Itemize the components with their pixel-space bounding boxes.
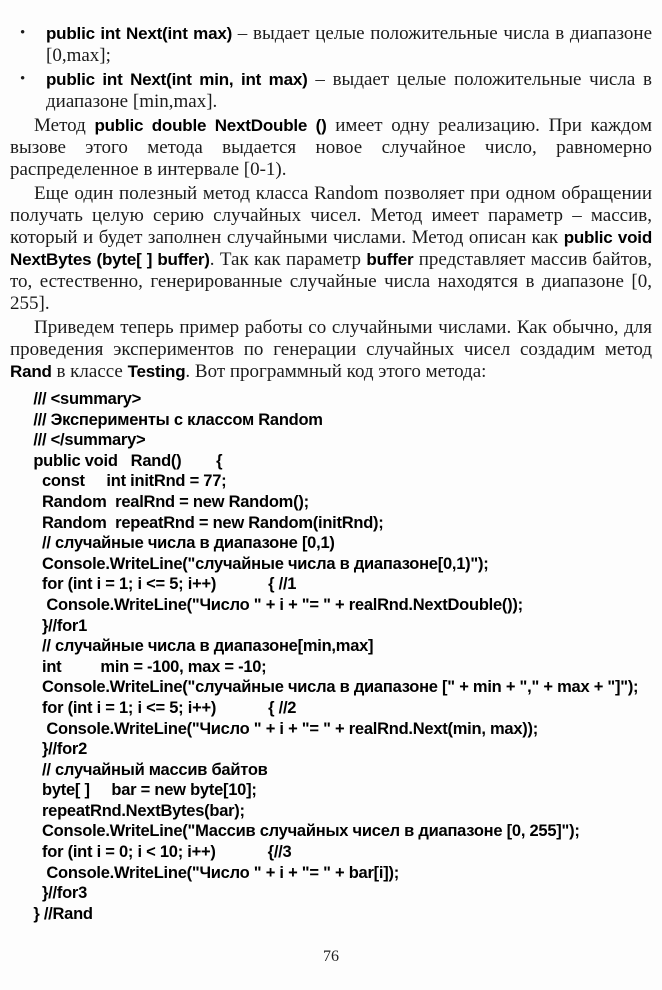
text-run: представляет массив байтов, то, естественно, генерированные случайные числа находятся в диапазоне [0, 255]. [10,249,652,314]
code-line: int min = -100, max = -10; [29,657,267,676]
code-line: for (int i = 1; i <= 5; i++) { //2 [29,698,297,717]
list-item-next-max [10,23,652,67]
code-line: byte[ ] bar = new byte[10]; [29,781,257,800]
text-run: имеет одну реализацию. При каждом вызове этого метода выдается новое случайное число, равномерно распределенное в интервале [0-1). [10,115,652,180]
code-line: Random repeatRnd = new Random(initRnd); [29,513,384,532]
text-run: в классе [51,361,128,382]
code-line: const int initRnd = 77; [29,472,227,491]
code-line: Random realRnd = new Random(); [29,492,309,511]
list-item-next-min-max [10,69,652,113]
text-run: – выдает целые положительные числа в диапазоне [min,max]. [46,69,652,112]
text-run: . Вот программный код этого метода: [185,361,487,382]
code-line: }//for1 [29,616,88,635]
code-line: Console.WriteLine("случайные числа в диапазоне [" + min + "," + max + "]"); [29,678,639,697]
paragraph-example-intro [10,317,652,383]
text-run: Еще один полезный метод класса Random позволяет при одном обращении получать целую серию случайных чисел. Метод имеет параметр – массив, который и будет заполнен случайными числами. Метод описан как [10,183,652,248]
code-line: for (int i = 0; i < 10; i++) {//3 [29,843,292,862]
code-term: public double NextDouble () [94,116,327,135]
code-block [29,389,652,924]
code-term: buffer [366,250,414,269]
paragraph-nextdouble [10,115,652,181]
code-line: public void Rand() { [29,451,223,470]
text-run: Приведем теперь пример работы со случайными числами. Как обычно, для проведения экспериментов по генерации случайных чисел создадим метод [10,317,652,360]
text-run: Метод [34,115,95,136]
text-run: – выдает целые положительные числа в диапазоне [0,max]; [46,23,653,66]
code-line: }//for2 [29,740,88,759]
paragraph-nextbytes [10,183,652,315]
code-line: /// <summary> [29,390,142,408]
code-line: repeatRnd.NextBytes(bar); [29,801,245,820]
code-line: Console.WriteLine("Число " + i + "= " + bar[i]); [29,863,399,882]
code-line: Console.WriteLine("Массив случайных чисел в диапазоне [0, 255]"); [29,822,580,841]
bullet-icon: • [20,71,26,87]
list-item-text [46,69,652,112]
code-line: } //Rand [29,904,93,923]
page-number: 76 [323,948,339,965]
list-item-text [46,23,652,66]
code-line: // случайные числа в диапазоне [0,1) [29,534,335,553]
code-line: // случайный массив байтов [29,760,268,779]
code-line: // случайные числа в диапазоне[min,max] [29,637,374,656]
code-line: Console.WriteLine("случайные числа в диапазоне[0,1)"); [29,554,489,573]
code-line: for (int i = 1; i <= 5; i++) { //1 [29,575,297,594]
code-line: Console.WriteLine("Число " + i + "= " + realRnd.Next(min, max)); [29,719,539,738]
code-term: public void NextBytes (byte[ ] buffer) [10,228,652,269]
bullet-icon: • [20,25,26,41]
text-run: . Так как параметр [209,249,367,270]
code-line: }//for3 [29,884,88,903]
code-term: Testing [127,362,186,381]
code-term: public int Next(int max) [46,24,233,43]
code-term: public int Next(int min, int max) [46,70,308,89]
code-line: /// Эксперименты с классом Random [29,410,323,429]
bullet-list [10,23,652,113]
code-line: /// </summary> [29,431,146,450]
code-line: Console.WriteLine("Число " + i + "= " + realRnd.NextDouble()); [29,595,523,614]
code-term: Rand [10,362,52,381]
